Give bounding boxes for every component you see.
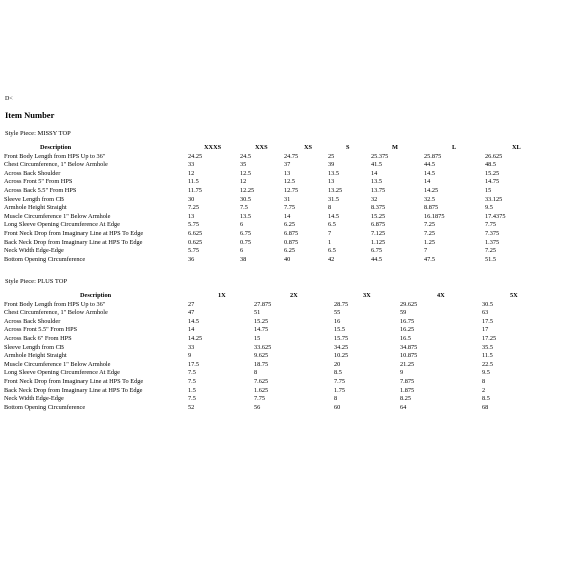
measurement-value: 12.5 [240,169,252,177]
measurement-description: Neck Width Edge-Edge [4,395,64,403]
table-row [0,213,580,222]
measurement-value: 6.75 [240,229,252,237]
measurement-description: Across Back Shoulder [4,317,61,325]
measurement-value: 8.25 [400,395,412,403]
table-row [0,352,580,361]
column-header-size: M [392,144,398,151]
measurement-value: 12.25 [240,186,255,194]
table-row [0,239,580,248]
measurement-value: 0.875 [284,238,299,246]
measurement-value: 41.5 [371,161,383,169]
missy-spec-table [0,144,580,264]
measurement-description: Across Back 5.5" From HPS [4,186,77,194]
measurement-value: 34.25 [334,343,349,351]
table-row [0,230,580,239]
measurement-description: Front Neck Drop from Imaginary Line at HPS To Edge [4,377,144,385]
plus-spec-table [0,292,580,412]
measurement-value: 59 [400,309,407,317]
missy-header-row [0,144,580,153]
column-header-size: XXXS [204,144,222,151]
measurement-value: 33.125 [485,195,503,203]
measurement-value: 32 [371,195,378,203]
measurement-value: 25 [328,152,335,160]
measurement-value: 7.5 [188,395,196,403]
measurement-value: 17.5 [188,360,200,368]
measurement-value: 11.5 [482,352,493,360]
measurement-value: 51 [254,309,261,317]
measurement-value: 5.75 [188,221,200,229]
measurement-value: 25.375 [371,152,389,160]
measurement-value: 6.75 [371,247,383,255]
measurement-value: 5.75 [188,247,200,255]
measurement-value: 63 [482,309,489,317]
measurement-value: 10.875 [400,352,418,360]
measurement-value: 6.25 [284,221,296,229]
measurement-value: 31 [284,195,291,203]
measurement-description: Across Back Shoulder [4,169,61,177]
column-header-description: Description [80,292,112,299]
measurement-value: 44.5 [424,161,436,169]
measurement-value: 1 [328,238,332,246]
measurement-value: 8 [334,395,338,403]
measurement-description: Across Front 5" From HPS [4,178,73,186]
table-row [0,378,580,387]
column-header-size: 3X [363,292,371,299]
measurement-value: 6.5 [328,247,336,255]
measurement-value: 32.5 [424,195,436,203]
column-header-size: 4X [437,292,445,299]
measurement-value: 15.5 [334,326,346,334]
measurement-value: 15 [485,186,492,194]
measurement-value: 15 [254,334,261,342]
measurement-value: 35.5 [482,343,494,351]
measurement-value: 16.25 [400,326,415,334]
measurement-value: 14.25 [188,334,203,342]
measurement-value: 18.75 [254,360,269,368]
table-row [0,301,580,310]
measurement-value: 30.5 [482,300,494,308]
measurement-value: 20 [334,360,341,368]
measurement-value: 8.875 [424,204,439,212]
measurement-value: 24.25 [188,152,203,160]
table-row [0,247,580,256]
measurement-value: 8.5 [334,369,342,377]
measurement-value: 1.875 [400,386,415,394]
page-title: Item Number [5,110,55,120]
measurement-value: 8 [254,369,258,377]
table-row [0,404,580,413]
measurement-value: 7.125 [371,229,386,237]
measurement-description: Chest Circumference, 1" Below Armhole [4,309,108,317]
measurement-value: 17.25 [482,334,497,342]
measurement-value: 9.5 [482,369,490,377]
measurement-value: 14.75 [485,178,500,186]
measurement-value: 44.5 [371,255,383,263]
measurement-description: Armhole Height Straight [4,352,67,360]
table-row [0,153,580,162]
measurement-description: Across Front 5.5" From HPS [4,326,78,334]
measurement-value: 11.75 [188,186,202,194]
measurement-value: 7.25 [424,229,436,237]
measurement-value: 21.25 [400,360,415,368]
column-header-description: Description [40,144,72,151]
measurement-value: 7 [424,247,428,255]
measurement-value: 7.75 [485,221,497,229]
measurement-description: Armhole Height Straight [4,204,67,212]
measurement-description: Front Neck Drop from Imaginary Line at HPS To Edge [4,229,144,237]
measurement-value: 13 [328,178,335,186]
measurement-value: 27 [188,300,195,308]
measurement-value: 7.75 [334,377,346,385]
measurement-value: 11.5 [188,178,199,186]
measurement-value: 6 [240,247,244,255]
measurement-value: 55 [334,309,341,317]
measurement-value: 13 [188,212,195,220]
measurement-value: 12 [188,169,195,177]
table-row [0,326,580,335]
measurement-value: 10.25 [334,352,349,360]
measurement-value: 13.5 [240,212,252,220]
measurement-value: 13.75 [371,186,386,194]
measurement-value: 28.75 [334,300,349,308]
measurement-value: 8 [482,377,486,385]
measurement-value: 16.1875 [424,212,445,220]
table-row [0,387,580,396]
measurement-value: 7 [328,229,332,237]
measurement-value: 14 [188,326,195,334]
table-row [0,361,580,370]
measurement-description: Muscle Circumference 1" Below Armhole [4,360,111,368]
measurement-value: 14 [284,212,291,220]
measurement-value: 6.875 [371,221,386,229]
table-row [0,196,580,205]
measurement-description: Long Sleeve Opening Circumference At Edge [4,369,120,377]
measurement-value: 34.875 [400,343,418,351]
measurement-value: 7.25 [188,204,200,212]
plus-header-row [0,292,580,301]
measurement-value: 15.25 [485,169,500,177]
measurement-description: Neck Width Edge-Edge [4,247,64,255]
measurement-value: 8.375 [371,204,386,212]
measurement-value: 14 [371,169,378,177]
measurement-value: 52 [188,403,195,411]
column-header-size: 2X [290,292,298,299]
measurement-value: 0.625 [188,238,203,246]
measurement-value: 16 [334,317,341,325]
missy-style-label: Style Piece: MISSY TOP [5,130,71,137]
measurement-description: Muscle Circumference 1" Below Armhole [4,212,111,220]
column-header-size: 1X [218,292,226,299]
measurement-value: 22.5 [482,360,494,368]
measurement-value: 7.75 [254,395,266,403]
measurement-value: 25.875 [424,152,442,160]
measurement-value: 31.5 [328,195,340,203]
table-row [0,178,580,187]
column-header-size: XS [304,144,313,151]
measurement-value: 7.25 [424,221,436,229]
measurement-value: 7.375 [485,229,500,237]
measurement-value: 47.5 [424,255,436,263]
table-row [0,187,580,196]
measurement-value: 26.625 [485,152,503,160]
column-header-size: XXS [255,144,268,151]
column-header-size: XL [512,144,521,151]
measurement-value: 6.5 [328,221,336,229]
measurement-value: 12.75 [284,186,299,194]
measurement-value: 9.5 [485,204,493,212]
table-row [0,318,580,327]
measurement-value: 7.875 [400,377,415,385]
measurement-description: Bottom Opening Circumference [4,255,86,263]
measurement-value: 1.375 [485,238,500,246]
measurement-value: 56 [254,403,261,411]
measurement-value: 1.625 [254,386,269,394]
measurement-description: Bottom Opening Circumference [4,403,86,411]
column-header-size: L [452,144,457,151]
measurement-value: 12.5 [284,178,296,186]
measurement-value: 24.5 [240,152,252,160]
measurement-value: 37 [284,161,291,169]
table-row [0,221,580,230]
measurement-value: 51.5 [485,255,497,263]
measurement-value: 13.5 [371,178,383,186]
measurement-description: Long Sleeve Opening Circumference At Edge [4,221,120,229]
measurement-value: 7.25 [485,247,497,255]
measurement-value: 47 [188,309,195,317]
measurement-value: 8 [328,204,332,212]
measurement-value: 17 [482,326,489,334]
measurement-value: 33.625 [254,343,272,351]
measurement-value: 24.75 [284,152,299,160]
measurement-value: 9 [188,352,192,360]
measurement-value: 14 [424,178,431,186]
measurement-value: 0.75 [240,238,252,246]
measurement-description: Sleeve Length from CB [4,343,64,351]
measurement-description: Across Back 6" From HPS [4,334,72,342]
measurement-value: 42 [328,255,335,263]
measurement-value: 64 [400,403,407,411]
measurement-value: 12 [240,178,247,186]
measurement-value: 36 [188,255,195,263]
measurement-value: 1.75 [334,386,346,394]
measurement-description: Back Neck Drop from Imaginary Line at HPS To Edge [4,386,143,394]
measurement-value: 60 [334,403,341,411]
table-row [0,344,580,353]
measurement-value: 9 [400,369,404,377]
measurement-value: 7.5 [188,377,196,385]
measurement-value: 39 [328,161,335,169]
measurement-value: 1.25 [424,238,436,246]
table-row [0,204,580,213]
measurement-value: 17.5 [482,317,494,325]
measurement-description: Back Neck Drop from Imaginary Line at HPS To Edge [4,238,143,246]
table-row [0,309,580,318]
measurement-value: 2 [482,386,486,394]
measurement-value: 15.75 [334,334,349,342]
measurement-value: 48.5 [485,161,497,169]
measurement-value: 33 [188,343,195,351]
table-row [0,395,580,404]
measurement-value: 7.625 [254,377,269,385]
measurement-value: 29.625 [400,300,418,308]
measurement-description: Front Body Length from HPS Up to 36" [4,300,106,308]
column-header-size: 5X [510,292,518,299]
measurement-value: 7.5 [188,369,196,377]
measurement-value: 6.625 [188,229,203,237]
measurement-value: 8.5 [482,395,490,403]
measurement-value: 35 [240,161,247,169]
measurement-value: 17.4375 [485,212,506,220]
measurement-value: 30 [188,195,195,203]
measurement-description: Sleeve Length from CB [4,195,64,203]
column-header-size: S [346,144,350,151]
measurement-value: 15.25 [254,317,269,325]
table-row [0,170,580,179]
table-row [0,335,580,344]
measurement-value: 13 [284,169,291,177]
measurement-value: 14.75 [254,326,269,334]
measurement-value: 7.5 [240,204,248,212]
table-row [0,161,580,170]
measurement-value: 27.875 [254,300,272,308]
measurement-value: 14.5 [424,169,436,177]
measurement-value: 1.5 [188,386,196,394]
measurement-value: 9.625 [254,352,269,360]
measurement-value: 30.5 [240,195,252,203]
measurement-value: 16.75 [400,317,415,325]
measurement-value: 40 [284,255,291,263]
table-row [0,256,580,265]
logo-mark: D< [5,96,13,102]
measurement-value: 14.5 [188,317,200,325]
measurement-value: 6.25 [284,247,296,255]
measurement-value: 1.125 [371,238,386,246]
measurement-value: 16.5 [400,334,412,342]
measurement-value: 68 [482,403,489,411]
measurement-value: 38 [240,255,247,263]
table-row [0,369,580,378]
measurement-value: 6.875 [284,229,299,237]
measurement-description: Front Body Length from HPS Up to 36" [4,152,106,160]
measurement-value: 14.5 [328,212,340,220]
measurement-value: 13.5 [328,169,340,177]
measurement-value: 33 [188,161,195,169]
measurement-value: 14.25 [424,186,439,194]
measurement-value: 13.25 [328,186,343,194]
measurement-value: 15.25 [371,212,386,220]
measurement-description: Chest Circumference, 1" Below Armhole [4,161,108,169]
measurement-value: 6 [240,221,244,229]
plus-style-label: Style Piece: PLUS TOP [5,278,68,285]
measurement-value: 7.75 [284,204,296,212]
